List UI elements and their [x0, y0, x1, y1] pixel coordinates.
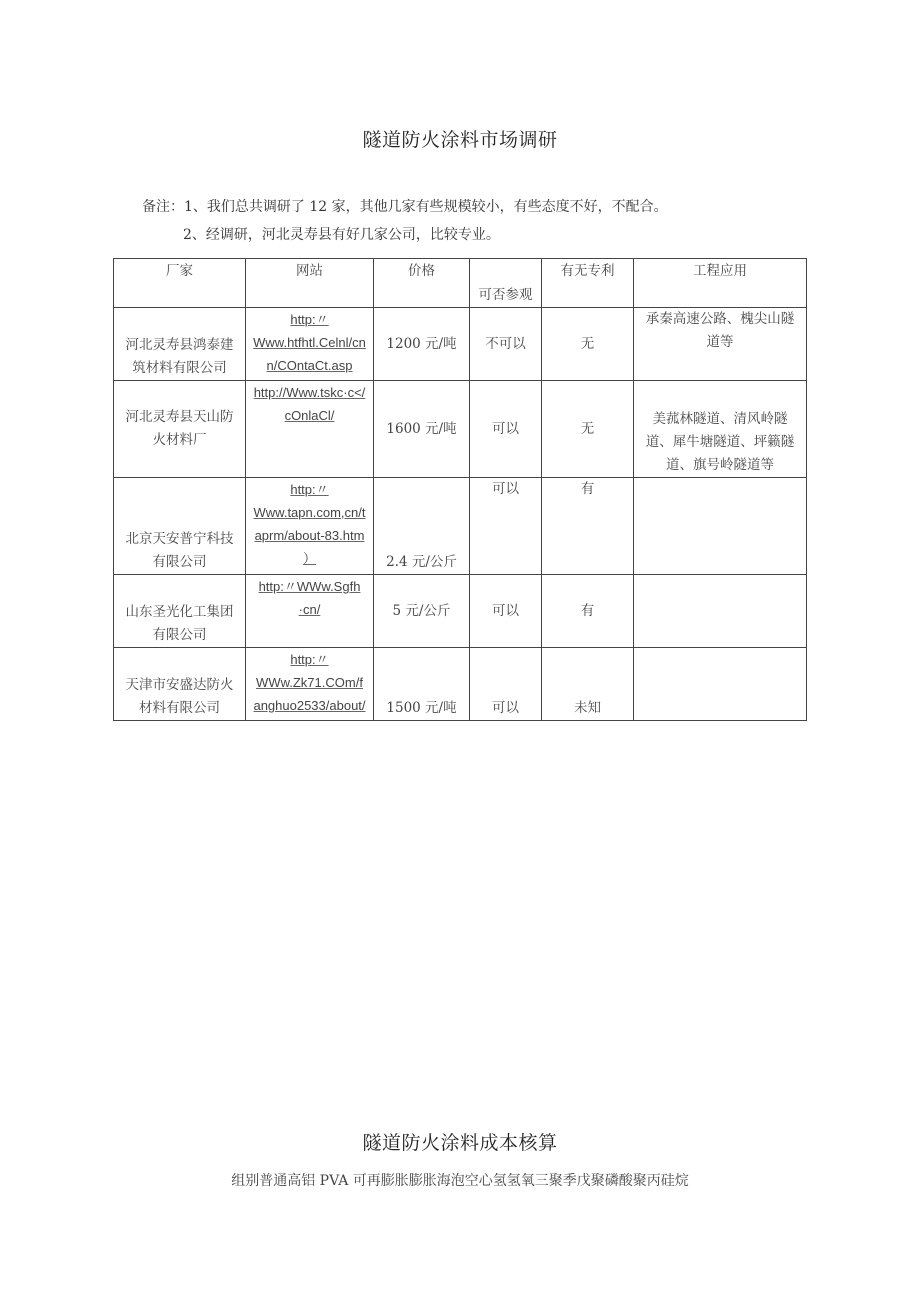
- company-cell: [114, 478, 246, 575]
- table-row: [114, 575, 807, 648]
- table-row: [114, 648, 807, 721]
- project-line: 道、旗号岭隧道等: [666, 457, 774, 473]
- page-title: 隧道防火涂料市场调研: [362, 129, 558, 151]
- note-line-1: 备注：1、我们总共调研了 12 家，其他几家有些规模较小，有些态度不好，不配合。: [142, 199, 668, 215]
- price-cell: 1500 元/吨: [374, 648, 470, 721]
- project-cell: [634, 381, 807, 478]
- project-cell: [634, 648, 807, 721]
- patent-cell: 有: [542, 575, 634, 648]
- company-line: 火材料厂: [152, 432, 207, 448]
- website-link[interactable]: ）: [302, 551, 316, 566]
- website-link[interactable]: WWw.Zk71.COm/f: [256, 675, 363, 690]
- table-header-row: [114, 259, 807, 308]
- project-line: 道等: [706, 334, 734, 350]
- company-line: 天津市安盛达防火: [125, 677, 234, 693]
- header-price: 价格: [374, 259, 470, 308]
- reference-cell: 可以: [470, 648, 542, 721]
- website-link[interactable]: cOnlaCl/: [284, 408, 335, 423]
- cost-header-line: 组别普通高铝 PVA 可再膨胀膨胀海泡空心氢氢氧三聚季戊聚磷酸聚丙硅烷: [231, 1173, 689, 1189]
- table-row: [114, 478, 807, 575]
- company-line: 河北灵寿县天山防: [125, 409, 234, 425]
- table-row: [114, 381, 807, 478]
- company-line: 材料有限公司: [139, 700, 220, 716]
- website-link[interactable]: aprm/about-83.htm: [254, 528, 365, 543]
- company-line: 北京天安普宁科技: [125, 531, 234, 547]
- section-title-cost: 隧道防火涂料成本核算: [362, 1132, 558, 1154]
- reference-cell: 可以: [470, 381, 542, 478]
- price-cell: 1200 元/吨: [374, 308, 470, 381]
- company-line: 河北灵寿县鸿泰建: [125, 337, 234, 353]
- company-line: 有限公司: [152, 554, 207, 570]
- patent-cell: 无: [542, 381, 634, 478]
- project-line: 美菰林隧道、清风岭隧: [652, 411, 788, 427]
- company-line: 山东圣光化工集团: [125, 604, 234, 620]
- website-link[interactable]: ·cn/: [298, 602, 321, 617]
- header-reference: 可否参观: [470, 259, 542, 308]
- company-line: 筑材料有限公司: [132, 360, 227, 376]
- website-link[interactable]: anghuo2533/about/: [253, 698, 366, 713]
- price-cell: 5 元/公斤: [374, 575, 470, 648]
- header-patent: 有无专利: [542, 259, 634, 308]
- price-cell: 2.4 元/公斤: [374, 478, 470, 575]
- website-cell[interactable]: [246, 308, 374, 381]
- project-line: 承秦高速公路、槐尖山隧: [645, 311, 795, 327]
- website-cell[interactable]: [246, 575, 374, 648]
- website-link[interactable]: http:〃WWw.Sgfh: [258, 579, 361, 594]
- reference-cell: 可以: [470, 575, 542, 648]
- patent-cell: 无: [542, 308, 634, 381]
- project-cell: [634, 308, 807, 381]
- table-row: [114, 308, 807, 381]
- company-cell: [114, 575, 246, 648]
- website-link[interactable]: n/COntaCt.asp: [266, 358, 353, 373]
- project-cell: [634, 575, 807, 648]
- website-link[interactable]: http:〃: [290, 652, 329, 667]
- patent-cell: 有: [542, 478, 634, 575]
- website-link[interactable]: http:〃: [290, 312, 329, 327]
- website-link[interactable]: Www.htfhtl.Celnl/cn: [253, 335, 366, 350]
- website-cell[interactable]: [246, 381, 374, 478]
- price-cell: 1600 元/吨: [374, 381, 470, 478]
- company-line: 有限公司: [152, 627, 207, 643]
- header-project: 工程应用: [634, 259, 807, 308]
- company-cell: [114, 308, 246, 381]
- company-cell: [114, 381, 246, 478]
- company-cell: [114, 648, 246, 721]
- project-line: 道、犀牛塘隧道、坪籁隧: [645, 434, 795, 450]
- website-cell[interactable]: [246, 648, 374, 721]
- patent-cell: 未知: [542, 648, 634, 721]
- website-link[interactable]: Www.tapn.com,cn/t: [253, 505, 366, 520]
- reference-cell: 不可以: [470, 308, 542, 381]
- website-link[interactable]: http:〃: [290, 482, 329, 497]
- website-link[interactable]: http://Www.tskc·c</: [253, 385, 366, 400]
- header-website: 网站: [246, 259, 374, 308]
- reference-cell: 可以: [470, 478, 542, 575]
- website-cell[interactable]: [246, 478, 374, 575]
- header-company: 厂家: [114, 259, 246, 308]
- note-line-2: 2、经调研，河北灵寿县有好几家公司，比较专业。: [183, 227, 500, 243]
- project-cell: [634, 478, 807, 575]
- survey-table: [113, 258, 807, 721]
